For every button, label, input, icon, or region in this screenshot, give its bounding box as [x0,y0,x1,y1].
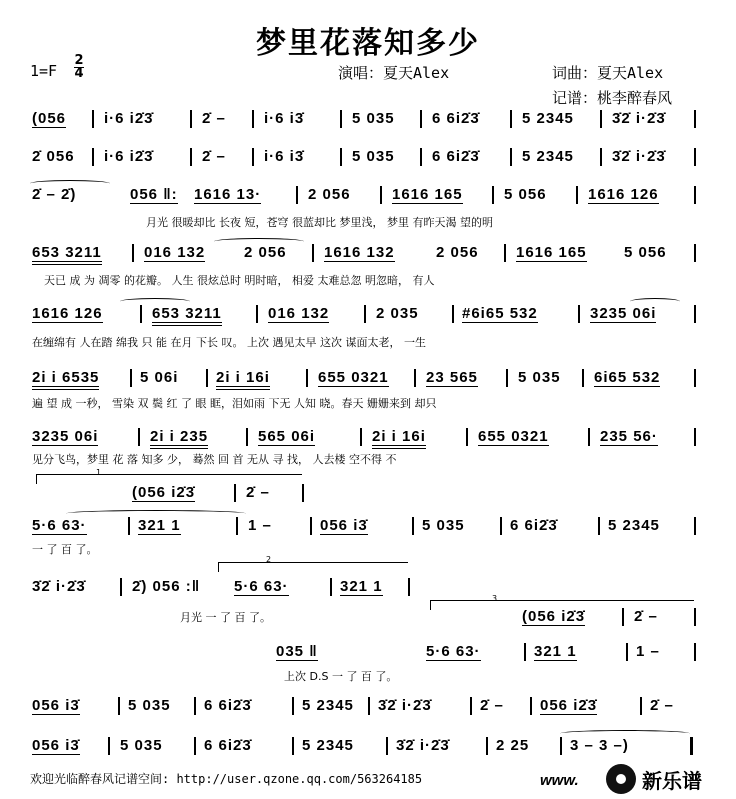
barline [206,369,208,387]
measure-2: 321 1 [138,517,181,534]
measure-4: 5 2345 [302,697,354,714]
volta-number-3: 3 [492,594,498,603]
score-row-7 [0,428,736,450]
measure-2: 2̇ – [246,484,270,501]
measure-1: 056 i3̇ [32,697,80,714]
measure-5: 5 035 [422,517,465,534]
score-title: 梦里花落知多少 [256,26,480,61]
measure-5: 23 565 [426,369,478,386]
volta-number-2: 2 [266,555,272,564]
measure-6: 3235 06i [590,305,657,322]
barline [578,305,580,323]
measure-5: 655 0321 [478,428,549,445]
barline [420,110,422,128]
measure-6: 6 6i2̇3̇ [510,517,558,534]
footer-credit: 欢迎光临醉春风记谱空间: http://user.qzone.qq.com/563264185 [30,772,423,786]
measure-3: 2 056 [244,244,287,261]
barline [600,110,602,128]
measure-3: 565 06i [258,428,316,445]
measure-6: 5 035 [518,369,561,386]
volta-bracket-2 [218,562,408,563]
barline [120,578,122,596]
measure-6: 2 25 [496,737,530,754]
score-row-5 [0,305,736,327]
barline [694,110,696,128]
composer-credit: 词曲：夏天Alex [552,64,664,82]
measure-3: 321 1 [534,643,577,660]
measure-1: 653 3211 [32,244,102,265]
measure-5: #6i65 532 [462,305,538,322]
measure-4: 321 1 [340,578,383,595]
measure-1: 1616 126 [32,305,103,322]
measure-1: (056 [32,110,67,127]
measure-7: 5 2345 [608,517,660,534]
barline [576,186,578,204]
barline [380,186,382,204]
barline [140,305,142,323]
measure-5: 5 035 [352,110,395,127]
barline [128,517,130,535]
barline [412,517,414,535]
score-row-11 [0,608,736,630]
measure-2: 016 132 [144,244,206,261]
score-row-13 [0,697,736,719]
barline [492,186,494,204]
measure-4: 2 056 [308,186,351,203]
lyric-line-6: 一 了 百 了。 [32,543,98,556]
measure-7: 5 2345 [522,148,574,165]
barline [138,428,140,446]
barline [386,737,388,755]
measure-3: 5·6 63· [234,578,289,595]
barline [368,697,370,715]
measure-3: 2i i 16i [216,369,270,390]
measure-4: 5 2345 [302,737,354,754]
measure-2: 2i i 235 [150,428,208,449]
lyric-line-5: 见分飞鸟，梦里 花 落 知多 少， 蓦然 回 首 无从 寻 找， 人去楼 空不得 不 [32,453,397,466]
record-disc-icon [606,764,636,794]
measure-2: i·6 i2̇3̇ [104,110,154,127]
measure-2: 2̇) 056 :‖ [132,578,201,595]
measure-2: 5 06i [140,369,179,386]
barline [330,578,332,596]
barline [510,110,512,128]
score-row-2 [0,148,736,170]
barline [452,305,454,323]
barline [132,244,134,262]
barline [506,369,508,387]
barline [640,697,642,715]
time-signature-top: 2 [74,53,84,68]
measure-1: 035 ‖ [276,643,318,660]
barline [582,369,584,387]
barline [292,737,294,755]
key-signature: 1=F [30,62,58,80]
barline [364,305,366,323]
barline [694,369,696,387]
measure-4: 1616 132 [324,244,395,261]
measure-7: 056 i2̇3̇ [540,697,598,714]
transcriber-credit: 记谱：桃李醉春风 [552,89,673,107]
barline [694,608,696,626]
barline [530,697,532,715]
barline [306,369,308,387]
barline [292,697,294,715]
measure-1: 3̇2̇ i·2̇3̇ [32,578,86,595]
barline [420,148,422,166]
measure-4: 056 i3̇ [320,517,368,534]
barline [340,148,342,166]
barline [486,737,488,755]
lyric-line-1: 月光 很暖却比 长夜 短，苍穹 很蓝却比 梦里浅， 梦里 有昨天渴 望的明 [146,216,493,229]
measure-6: 5 056 [504,186,547,203]
barline [190,148,192,166]
measure-2: 5 035 [120,737,163,754]
measure-1: 2i i 6535 [32,369,99,390]
barline [252,110,254,128]
lyric-line-3: 在缠绵有 人在踏 绵我 只 能 在月 下长 叹。 上次 遇见太早 这次 谋面太老， 一生 [32,336,426,349]
barline [194,737,196,755]
barline [600,148,602,166]
measure-6: 2̇ – [480,697,504,714]
barline [190,110,192,128]
measure-2: 5 035 [128,697,171,714]
time-signature [74,55,84,80]
volta-bracket-3 [430,600,694,601]
logo-www: www. [540,772,579,789]
barline [310,517,312,535]
score-row-12 [0,643,736,665]
barline [130,369,132,387]
measure-7: 5 056 [624,244,667,261]
measure-6: 235 56· [600,428,658,445]
tie-mark [120,298,190,305]
barline [302,484,304,502]
score-row-10 [0,578,736,600]
barline [256,305,258,323]
barline [560,737,562,755]
measure-2: 2̇ – [634,608,658,625]
barline [694,305,696,323]
barline [118,697,120,715]
measure-7: 3 – 3 –) [570,737,629,754]
volta-bracket-edge [36,474,37,484]
lyric-line-8: 上次 D.S 一 了 百 了。 [284,670,398,683]
barline [360,428,362,446]
measure-2: i·6 i2̇3̇ [104,148,154,165]
measure-1: 2̇ – 2̇) [32,186,77,203]
measure-4: 2 035 [376,305,419,322]
measure-1: 3235 06i [32,428,99,445]
tie-mark [560,730,690,737]
measure-8: 3̇2̇ i·2̇3̇ [612,148,666,165]
time-signature-bottom: 4 [74,66,84,81]
measure-5: 3̇2̇ i·2̇3̇ [378,697,432,714]
barline [92,110,94,128]
measure-2: 056 ‖: [130,186,178,203]
lyric-line-2: 天已 成 为 凋零 的花瓣。 人生 很炫总时 明时暗， 相爱 太难总忽 明忽暗， 有人 [44,274,435,287]
barline [92,148,94,166]
volta-bracket-edge [218,562,219,572]
score-row-8 [0,484,736,506]
measure-3: 2̇ – [202,148,226,165]
measure-3: 2̇ – [202,110,226,127]
barline [694,148,696,166]
barline [340,110,342,128]
barline [312,244,314,262]
measure-3: 1 – [248,517,272,534]
measure-4: 655 0321 [318,369,389,386]
measure-3: 016 132 [268,305,330,322]
barline [622,608,624,626]
measure-8: 3̇2̇ i·2̇3̇ [612,110,666,127]
barline [234,484,236,502]
barline [470,697,472,715]
barline [694,517,696,535]
score-row-14 [0,737,736,759]
barline [236,517,238,535]
measure-3: 6 6i2̇3̇ [204,697,252,714]
score-row-9 [0,517,736,539]
measure-1: (056 i2̇3̇ [522,608,586,625]
barline [194,697,196,715]
lyric-line-4: 遍 望 成 一秒， 雪染 双 鬓 红 了 眼 眶，泪如雨 下无 人知 晓。春天 姗姗来到 却只 [32,397,437,410]
measure-8: 2̇ – [650,697,674,714]
barline [588,428,590,446]
barline [108,737,110,755]
barline [296,186,298,204]
measure-7: 6i65 532 [594,369,661,386]
measure-1: 5·6 63· [32,517,87,534]
measure-5: 2 056 [436,244,479,261]
measure-7: 5 2345 [522,110,574,127]
barline [598,517,600,535]
tie-mark [630,298,680,305]
measure-1: 2̇ 056 [32,148,75,165]
tie-mark [66,510,246,517]
measure-4: i·6 i3̇ [264,110,305,127]
measure-4: 2i i 16i [372,428,426,449]
measure-6: 6 6i2̇3̇ [432,110,480,127]
measure-4: 1 – [636,643,660,660]
measure-1: (056 i2̇3̇ [132,484,196,501]
barline [694,244,696,262]
barline [694,428,696,446]
lyric-line-7: 月光 一 了 百 了。 [180,611,271,624]
measure-7: 1616 126 [588,186,659,203]
barline [524,643,526,661]
measure-3: 1616 13· [194,186,262,203]
measure-5: 1616 165 [392,186,463,203]
barline [694,643,696,661]
barline [466,428,468,446]
score-row-6 [0,369,736,391]
barline [246,428,248,446]
score-row-3 [0,186,736,208]
measure-2: 5·6 63· [426,643,481,660]
barline [500,517,502,535]
logo-name: 新乐谱 [642,769,702,793]
barline [504,244,506,262]
singer-credit: 演唱：夏天Alex [338,64,450,82]
score-row-4 [0,244,736,266]
measure-4: i·6 i3̇ [264,148,305,165]
volta-bracket-1 [36,474,302,475]
measure-6: 1616 165 [516,244,587,261]
barline [510,148,512,166]
measure-1: 056 i3̇ [32,737,80,754]
barline [626,643,628,661]
barline [694,186,696,204]
barline [414,369,416,387]
measure-5: 3̇2̇ i·2̇3̇ [396,737,450,754]
barline [252,148,254,166]
score-row-1 [0,110,736,132]
measure-6: 6 6i2̇3̇ [432,148,480,165]
measure-2: 653 3211 [152,305,222,326]
final-barline [690,737,693,755]
barline [408,578,410,596]
measure-5: 5 035 [352,148,395,165]
volta-number-1: 1 [96,468,102,477]
measure-3: 6 6i2̇3̇ [204,737,252,754]
